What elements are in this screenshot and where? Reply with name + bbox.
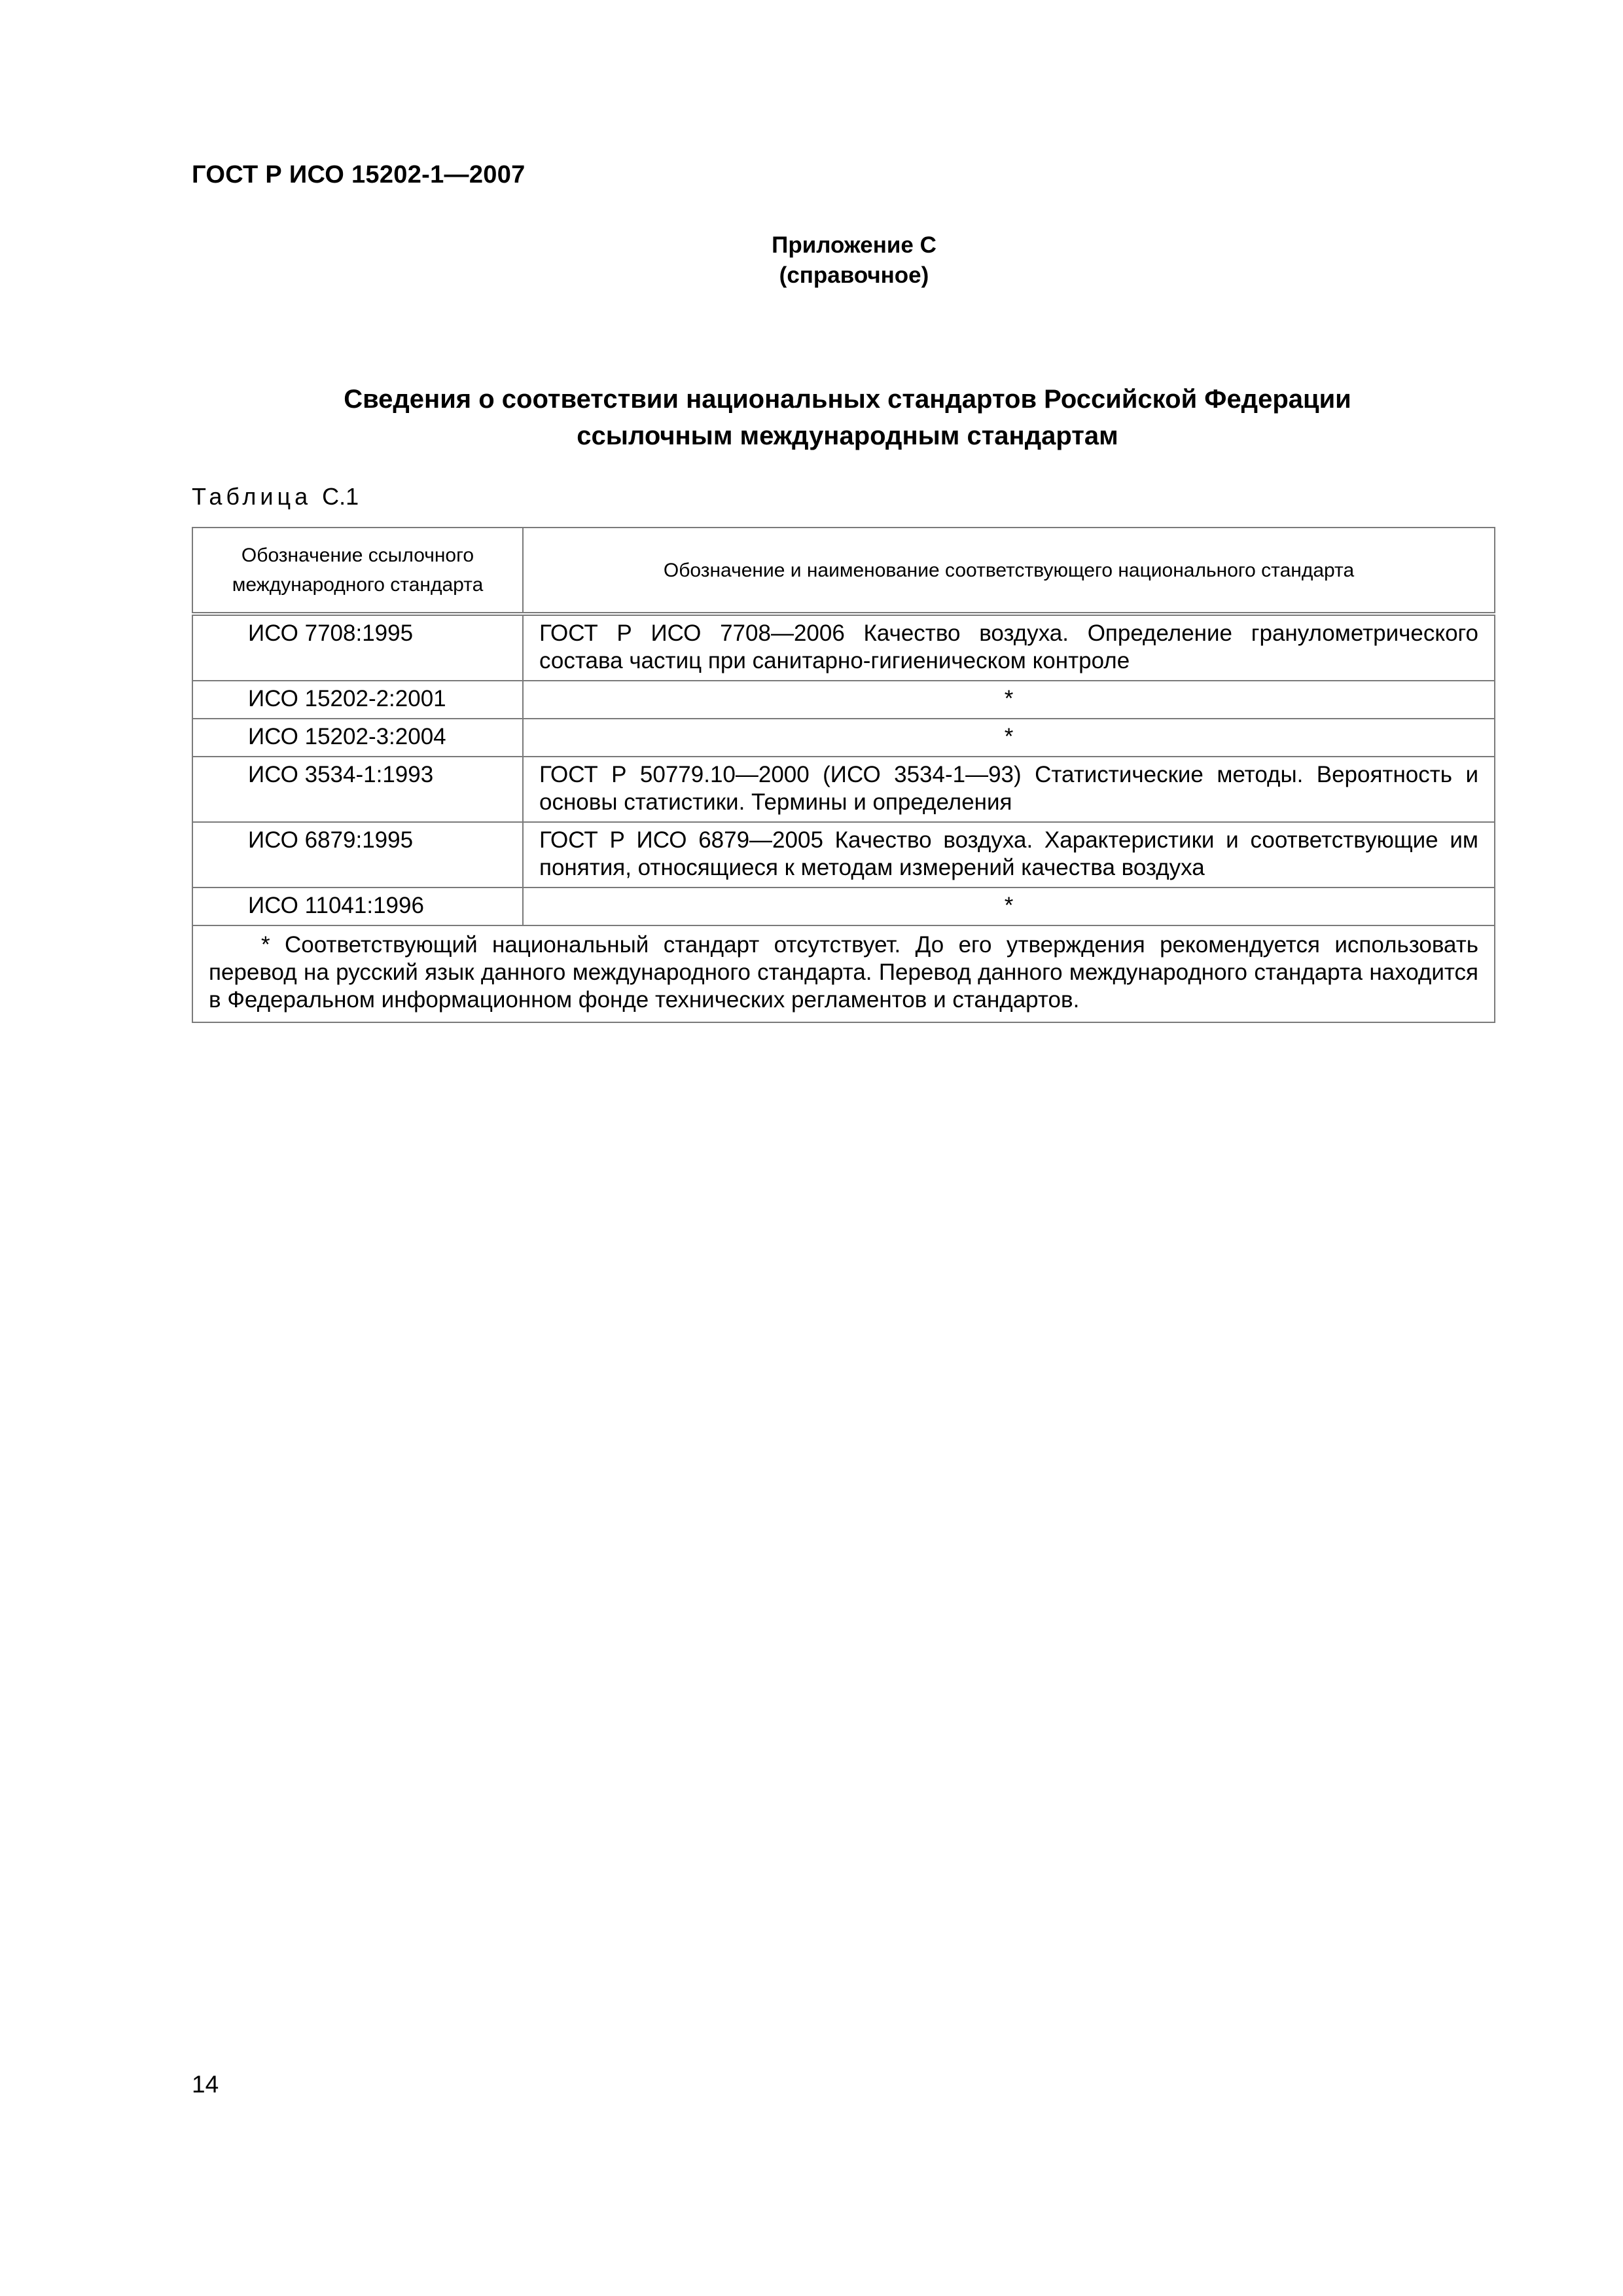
page-number: 14 — [192, 2071, 219, 2098]
table-caption-word: Таблица — [192, 483, 312, 510]
table-row — [192, 757, 1495, 822]
international-standard-code: ИСО 6879:1995 — [192, 822, 523, 888]
international-standard-code: ИСО 7708:1995 — [192, 614, 523, 681]
table-header-row — [192, 528, 1495, 614]
national-standard-description: ГОСТ Р ИСО 7708—2006 Качество воздуха. Определение гранулометрического состава частиц при санитарно-гигиеническом контроле — [523, 614, 1495, 681]
national-standard-absent-mark: * — [523, 719, 1495, 757]
table-row — [192, 822, 1495, 888]
table-footnote: * Соответствующий национальный стандарт отсутствует. До его утверждения рекомендуется использовать перевод на русский язык данного международного стандарта. Перевод данного международного стандарта находится в Федеральном информационном фонде технических регламентов и стандартов. — [192, 925, 1495, 1022]
national-standard-absent-mark: * — [523, 681, 1495, 719]
appendix-title-line-1: Сведения о соответствии национальных стандартов Российской Федерации — [344, 385, 1351, 414]
national-standard-absent-mark: * — [523, 888, 1495, 925]
document-header: ГОСТ Р ИСО 15202-1—2007 — [192, 161, 526, 188]
international-standard-code: ИСО 11041:1996 — [192, 888, 523, 925]
international-standard-code: ИСО 15202-2:2001 — [192, 681, 523, 719]
table-row — [192, 719, 1495, 757]
conformity-table — [192, 527, 1495, 1023]
table-row — [192, 888, 1495, 925]
header-international-standard: Обозначение ссылочного международного стандарта — [192, 528, 523, 614]
appendix-label: Приложение С — [772, 232, 936, 258]
national-standard-description: ГОСТ Р 50779.10—2000 (ИСО 3534-1—93) Статистические методы. Вероятность и основы статистики. Термины и определения — [523, 757, 1495, 822]
appendix-title-line-2: ссылочным международным стандартам — [577, 422, 1118, 450]
international-standard-code: ИСО 15202-3:2004 — [192, 719, 523, 757]
table-caption — [192, 483, 359, 511]
appendix-type: (справочное) — [779, 262, 929, 288]
header-national-standard: Обозначение и наименование соответствующего национального стандарта — [523, 528, 1495, 614]
table-row — [192, 681, 1495, 719]
international-standard-code: ИСО 3534-1:1993 — [192, 757, 523, 822]
table-footnote-row — [192, 925, 1495, 1022]
appendix-title — [196, 381, 1499, 454]
appendix-heading — [694, 230, 1014, 291]
table-caption-number: С.1 — [322, 483, 359, 510]
table-row — [192, 614, 1495, 681]
national-standard-description: ГОСТ Р ИСО 6879—2005 Качество воздуха. Характеристики и соответствующие им понятия, относящиеся к методам измерений качества воздуха — [523, 822, 1495, 888]
